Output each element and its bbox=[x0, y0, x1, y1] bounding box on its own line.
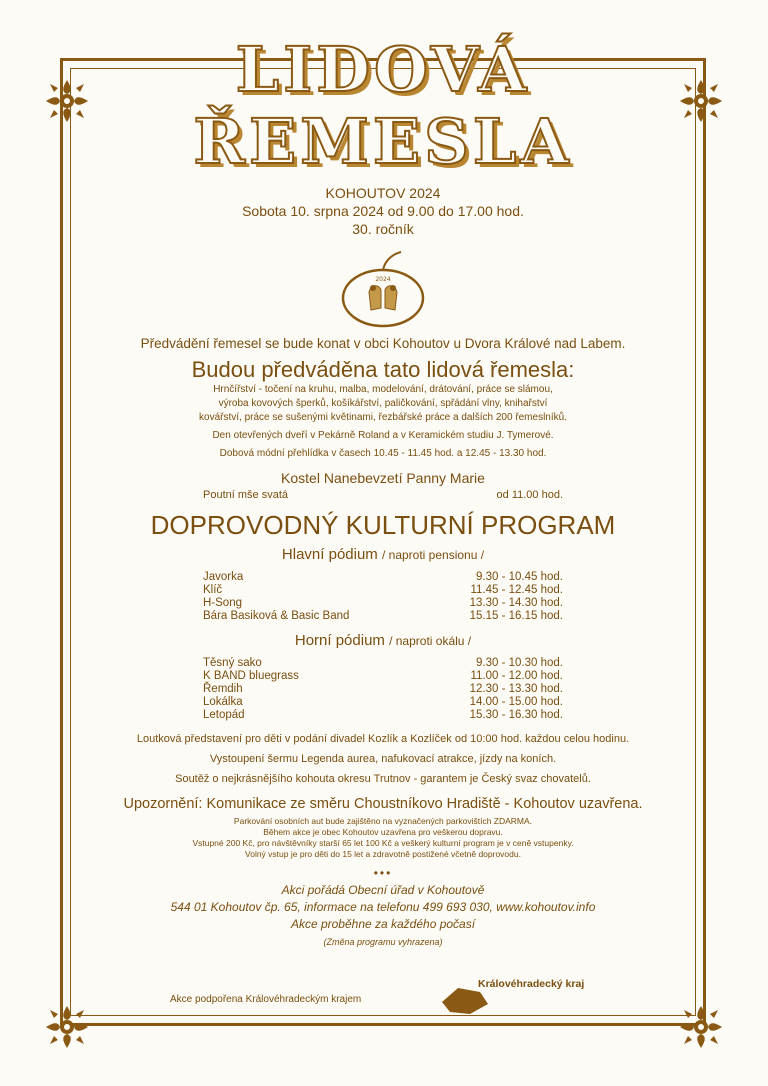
act-name: Řemdih bbox=[203, 683, 243, 695]
act-time: 9.30 - 10.45 hod. bbox=[476, 571, 563, 583]
program-heading: DOPROVODNÝ KULTURNÍ PROGRAM bbox=[150, 510, 616, 540]
place-year: KOHOUTOV 2024 bbox=[325, 185, 441, 201]
notice-line-1: Parkování osobních aut bude zajištěno na vyznačených parkovištích ZDARMA. bbox=[233, 816, 533, 826]
support-text: Akce podpořena Královéhradeckým krajem bbox=[170, 994, 362, 1005]
table-row bbox=[203, 696, 563, 709]
mass-row bbox=[203, 489, 563, 501]
notice-line-2: Během akce je obec Kohoutov uzavřena pro veškerou dopravu. bbox=[263, 827, 503, 837]
table-row bbox=[203, 584, 563, 597]
act-time: 13.30 - 14.30 hod. bbox=[469, 597, 563, 609]
program-change-note: (Změna programu vyhrazena) bbox=[323, 937, 443, 947]
notice-heading: Upozornění: Komunikace ze směru Choustníkovo Hradiště - Kohoutov uzavřena. bbox=[123, 796, 643, 812]
crafts-line-1: Hrnčířství - točení na kruhu, malba, modelování, drátování, práce se slámou, bbox=[213, 384, 553, 395]
act-name: Letopád bbox=[203, 709, 245, 721]
table-row bbox=[203, 571, 563, 584]
main-stage-note: / naproti pensionu / bbox=[381, 548, 485, 562]
title-line-2: ŘEMESLA bbox=[193, 105, 573, 178]
extra-fencing: Vystoupení šermu Legenda aurea, nafukovací atrakce, jízdy na koních. bbox=[209, 753, 557, 765]
act-name: H-Song bbox=[203, 597, 242, 609]
main-stage-heading bbox=[78, 545, 688, 565]
event-date: Sobota 10. srpna 2024 od 9.00 do 17.00 hod. bbox=[242, 203, 524, 219]
notice-line-3: Vstupné 200 Kč, pro návštěvníky starší 65 let 100 Kč a veškerý kulturní program je v ceně vstupenky. bbox=[192, 838, 574, 848]
church-heading: Kostel Nanebevzetí Panny Marie bbox=[281, 470, 485, 486]
act-time: 9.30 - 10.30 hod. bbox=[476, 657, 563, 669]
upper-stage-name: Horní pódium bbox=[294, 632, 385, 649]
rooster-emblem-icon bbox=[333, 248, 433, 330]
mass-time: od 11.00 hod. bbox=[496, 489, 563, 501]
extra-puppet-shows: Loutková představení pro děti v podání divadel Kozlík a Kozlíček od 10:00 hod. každou celou hodinu. bbox=[136, 733, 630, 745]
divider-dots: ••• bbox=[373, 866, 393, 880]
title-line-1: LIDOVÁ bbox=[235, 33, 531, 106]
act-time: 14.00 - 15.00 hod. bbox=[469, 696, 563, 708]
mass-label: Poutní mše svatá bbox=[203, 489, 288, 501]
act-time: 15.15 - 16.15 hod. bbox=[469, 610, 563, 622]
upper-stage-heading bbox=[78, 631, 688, 651]
table-row bbox=[203, 610, 563, 623]
table-row bbox=[203, 657, 563, 670]
poster-content bbox=[78, 20, 688, 1070]
open-day-text: Den otevřených dveří v Pekárně Roland a v Keramickém studiu J. Tymerové. bbox=[212, 430, 554, 441]
table-row bbox=[203, 683, 563, 696]
act-name: Klíč bbox=[203, 584, 223, 596]
upper-stage-schedule bbox=[203, 657, 563, 722]
footer bbox=[78, 968, 688, 1008]
table-row bbox=[203, 709, 563, 722]
table-row bbox=[203, 597, 563, 610]
main-stage-schedule bbox=[203, 571, 563, 623]
act-name: Lokálka bbox=[203, 696, 243, 708]
fashion-show-text: Dobová módní přehlídka v časech 10.45 - 11.45 hod. a 12.45 - 13.30 hod. bbox=[219, 448, 547, 459]
act-name: Bára Basiková & Basic Band bbox=[203, 610, 350, 622]
act-name: K BAND bluegrass bbox=[203, 670, 299, 682]
act-time: 12.30 - 13.30 hod. bbox=[469, 683, 563, 695]
act-time: 11.00 - 12.00 hod. bbox=[470, 670, 563, 682]
notice-line-4: Volný vstup je pro děti do 15 let a zdravotně postižené včetně doprovodu. bbox=[245, 849, 521, 859]
crafts-line-3: kovářství, práce se sušenými květinami, řezbářské práce a dalších 200 řemeslníků. bbox=[199, 412, 567, 423]
crafts-heading: Budou předváděna tato lidová řemesla: bbox=[191, 357, 575, 382]
organizer-line-2: 544 01 Kohoutov čp. 65, informace na telefonu 499 693 030, www.kohoutov.info bbox=[170, 900, 596, 914]
table-row bbox=[203, 670, 563, 683]
crafts-line-2: výroba kovových šperků, košíkářství, paličkování, spřádání vlny, knihařství bbox=[218, 398, 548, 409]
event-edition: 30. ročník bbox=[352, 221, 414, 237]
act-name: Javorka bbox=[203, 571, 244, 583]
intro-text: Předvádění řemesel se bude konat v obci Kohoutov u Dvora Králové nad Labem. bbox=[140, 336, 626, 351]
kralovehradecky-kraj-logo-icon bbox=[440, 986, 490, 1016]
act-time: 15.30 - 16.30 hod. bbox=[469, 709, 563, 721]
extra-rooster-contest: Soutěž o nejkrásnějšího kohouta okresu Trutnov - garantem je Český svaz chovatelů. bbox=[175, 773, 591, 785]
organizer-line-3: Akce proběhne za každého počasí bbox=[290, 917, 476, 931]
act-time: 11.45 - 12.45 hod. bbox=[470, 584, 563, 596]
act-name: Těsný sako bbox=[203, 657, 262, 669]
region-name: Královéhradecký kraj bbox=[478, 978, 585, 990]
main-stage-name: Hlavní pódium bbox=[281, 546, 378, 563]
upper-stage-note: / naproti okálu / bbox=[389, 634, 472, 648]
organizer-line-1: Akci pořádá Obecní úřad v Kohoutově bbox=[281, 883, 485, 897]
logo-year: 2024 bbox=[375, 276, 391, 283]
